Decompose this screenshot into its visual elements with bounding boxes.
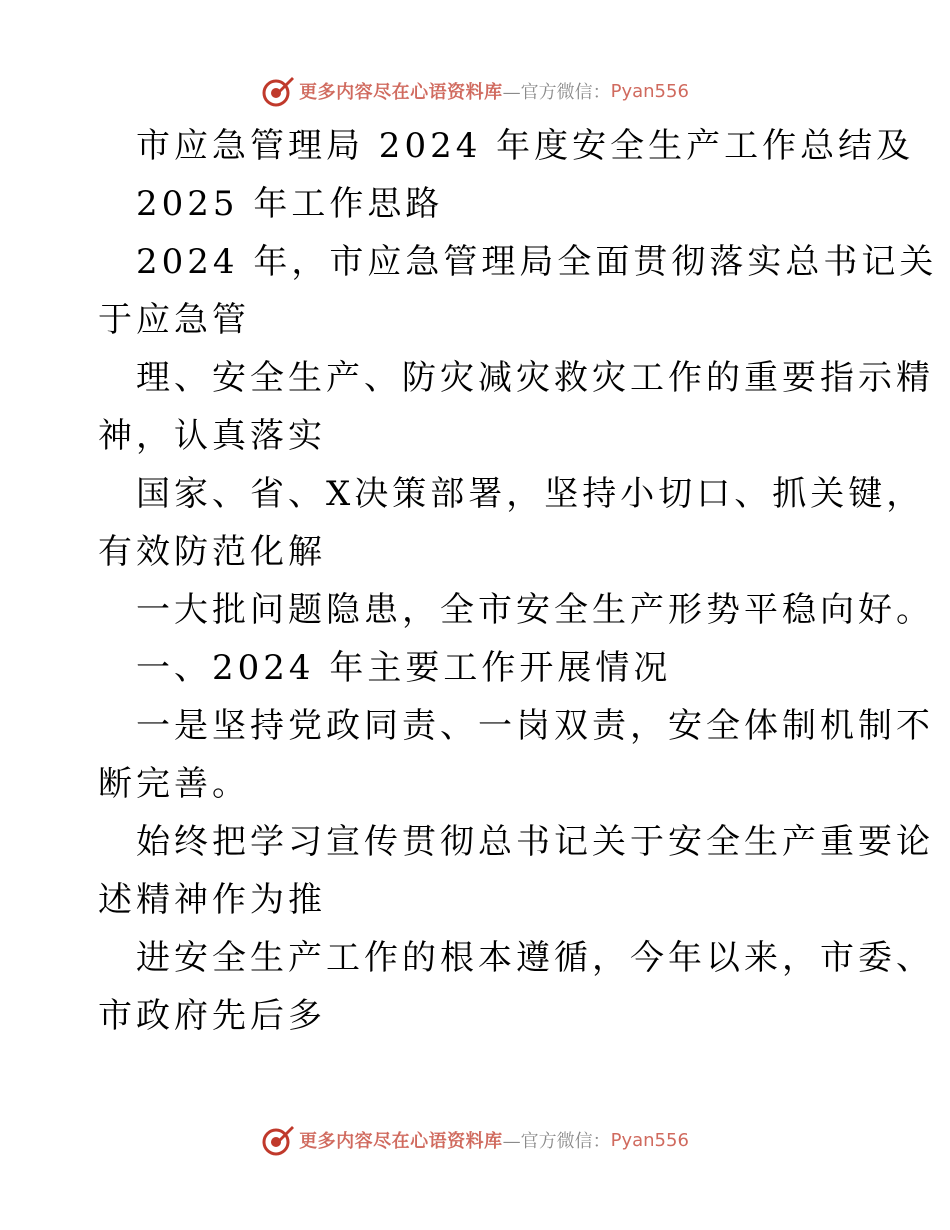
document-title-line-1: 市应急管理局 2024 年度安全生产工作总结及 — [136, 126, 915, 166]
paragraph-line: 神，认真落实 — [98, 416, 326, 456]
paragraph-line: 理、安全生产、防灾减灾救灾工作的重要指示精 — [136, 358, 934, 398]
watermark-wechat-id: Pyan556 — [610, 80, 689, 102]
footer-watermark — [0, 1120, 950, 1160]
watermark-wechat-id: Pyan556 — [610, 1129, 689, 1151]
section-heading: 一、2024 年主要工作开展情况 — [136, 648, 672, 688]
paragraph-line: 一是坚持党政同责、一岗双责，安全体制机制不 — [136, 706, 934, 746]
paragraph-line: 2024 年，市应急管理局全面贯彻落实总书记关 — [136, 242, 938, 282]
watermark-suffix: —官方微信： — [502, 1131, 611, 1152]
paragraph-line: 进安全生产工作的根本遵循，今年以来，市委、 — [136, 938, 934, 978]
paragraph-line: 有效防范化解 — [98, 532, 326, 572]
document-title-line-2: 2025 年工作思路 — [136, 184, 444, 224]
paragraph-line: 断完善。 — [98, 764, 250, 804]
watermark-text: 更多内容尽在心语资料库 — [299, 1131, 503, 1152]
paragraph-line: 于应急管 — [98, 300, 250, 340]
watermark-text: 更多内容尽在心语资料库 — [299, 82, 503, 103]
watermark-suffix: —官方微信： — [502, 82, 611, 103]
paragraph-line: 始终把学习宣传贯彻总书记关于安全生产重要论 — [136, 822, 934, 862]
paragraph-line: 一大批问题隐患，全市安全生产形势平稳向好。 — [136, 590, 934, 630]
header-watermark — [0, 71, 950, 111]
pen-logo-icon — [261, 1123, 295, 1157]
paragraph-line: 市政府先后多 — [98, 996, 326, 1036]
paragraph-line: 述精神作为推 — [98, 880, 326, 920]
paragraph-line: 国家、省、X决策部署，坚持小切口、抓关键， — [136, 474, 925, 514]
pen-logo-icon — [261, 74, 295, 108]
